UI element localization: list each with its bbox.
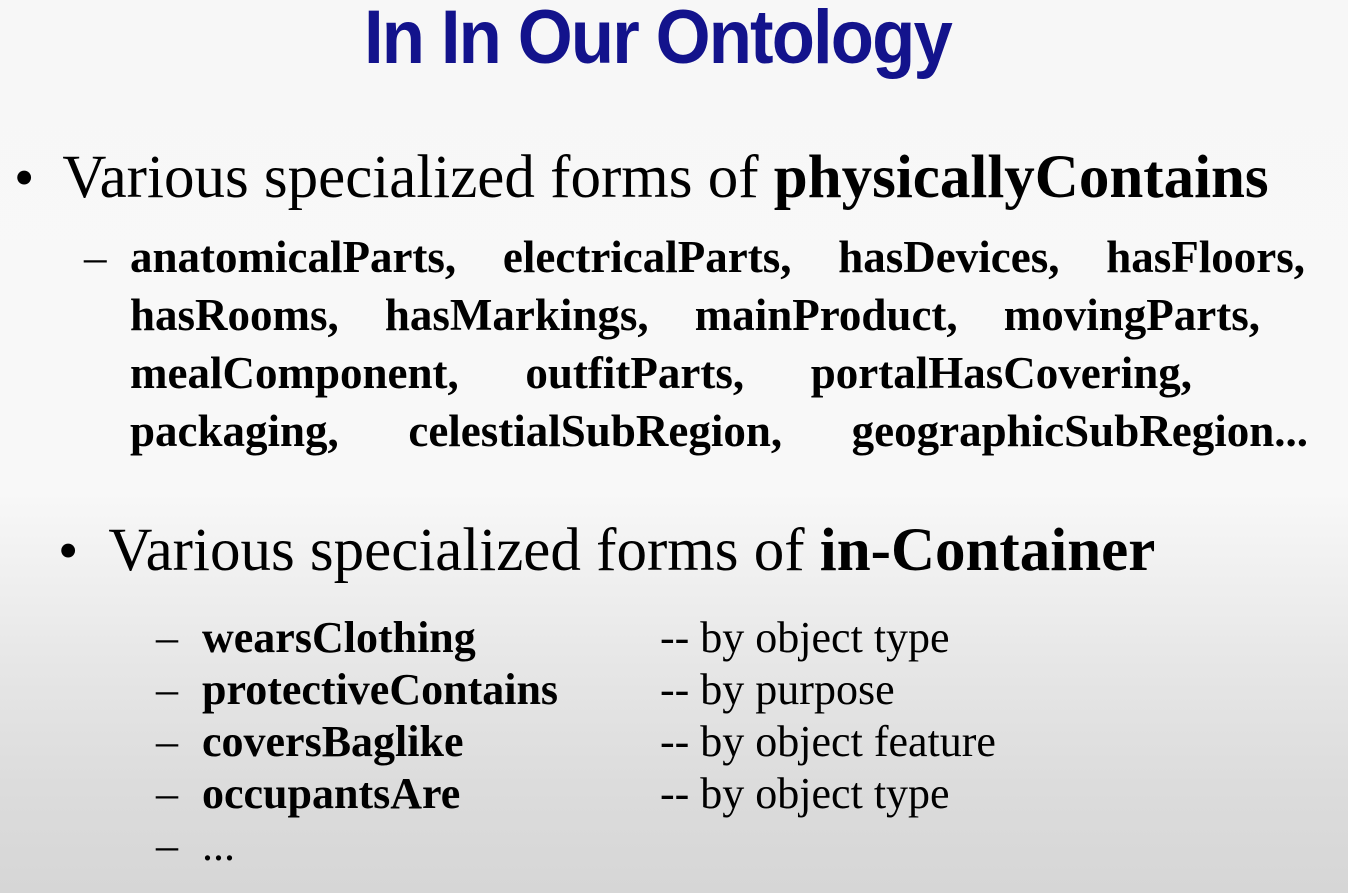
relation-dash: –	[156, 769, 178, 818]
bullet-term: physicallyContains	[773, 144, 1269, 211]
sublist-line	[84, 286, 1308, 344]
relation-term: movingParts,	[1003, 290, 1260, 340]
relation-term: portalHasCovering,	[810, 348, 1192, 398]
relation-ellipsis: ...	[202, 821, 235, 870]
sublist-line	[84, 228, 1308, 286]
relation-name: protectiveContains	[202, 665, 559, 714]
relation-name: wearsClothing	[202, 613, 476, 662]
sublist-line	[84, 344, 1308, 402]
bullet-marker: •	[58, 518, 79, 583]
relation-term: hasRooms,	[130, 290, 339, 340]
relation-row	[156, 612, 996, 664]
relation-dash: –	[156, 821, 178, 870]
relation-name: coversBaglike	[202, 717, 464, 766]
relation-row	[156, 664, 996, 716]
relation-dash: –	[156, 613, 178, 662]
relation-term: hasFloors,	[1106, 232, 1305, 282]
relation-term: outfitParts,	[525, 348, 745, 398]
in-container-relations	[156, 612, 996, 872]
physically-contains-sublist	[84, 228, 1308, 460]
sublist-dash: –	[84, 232, 107, 282]
relation-row	[156, 716, 996, 768]
relation-name: occupantsAre	[202, 769, 461, 818]
relation-dash: –	[156, 665, 178, 714]
relation-term: celestialSubRegion,	[408, 406, 783, 456]
relation-note: -- by object feature	[660, 717, 996, 766]
relation-term: geographicSubRegion...	[851, 406, 1308, 456]
relation-term: mealComponent,	[130, 348, 459, 398]
relation-note: -- by purpose	[660, 665, 895, 714]
relation-note: -- by object type	[660, 769, 950, 818]
bullet-in-container	[58, 517, 1156, 584]
bullet-physically-contains	[14, 144, 1269, 211]
relation-row	[156, 820, 996, 872]
relation-term: electricalParts,	[502, 232, 792, 282]
bullet-text: Various specialized forms of	[62, 144, 774, 211]
bullet-marker: •	[14, 145, 35, 210]
relation-dash: –	[156, 717, 178, 766]
relation-term: packaging,	[130, 406, 339, 456]
relation-term: hasMarkings,	[384, 290, 649, 340]
relation-row	[156, 768, 996, 820]
bullet-term: in-Container	[819, 517, 1156, 584]
relation-note: -- by object type	[660, 613, 950, 662]
relation-term: hasDevices,	[838, 232, 1060, 282]
relation-term: mainProduct,	[694, 290, 958, 340]
sublist-line	[84, 402, 1308, 460]
relation-term: anatomicalParts,	[130, 232, 457, 282]
bullet-text: Various specialized forms of	[108, 517, 820, 584]
slide-title: In In Our Ontology	[364, 0, 951, 80]
